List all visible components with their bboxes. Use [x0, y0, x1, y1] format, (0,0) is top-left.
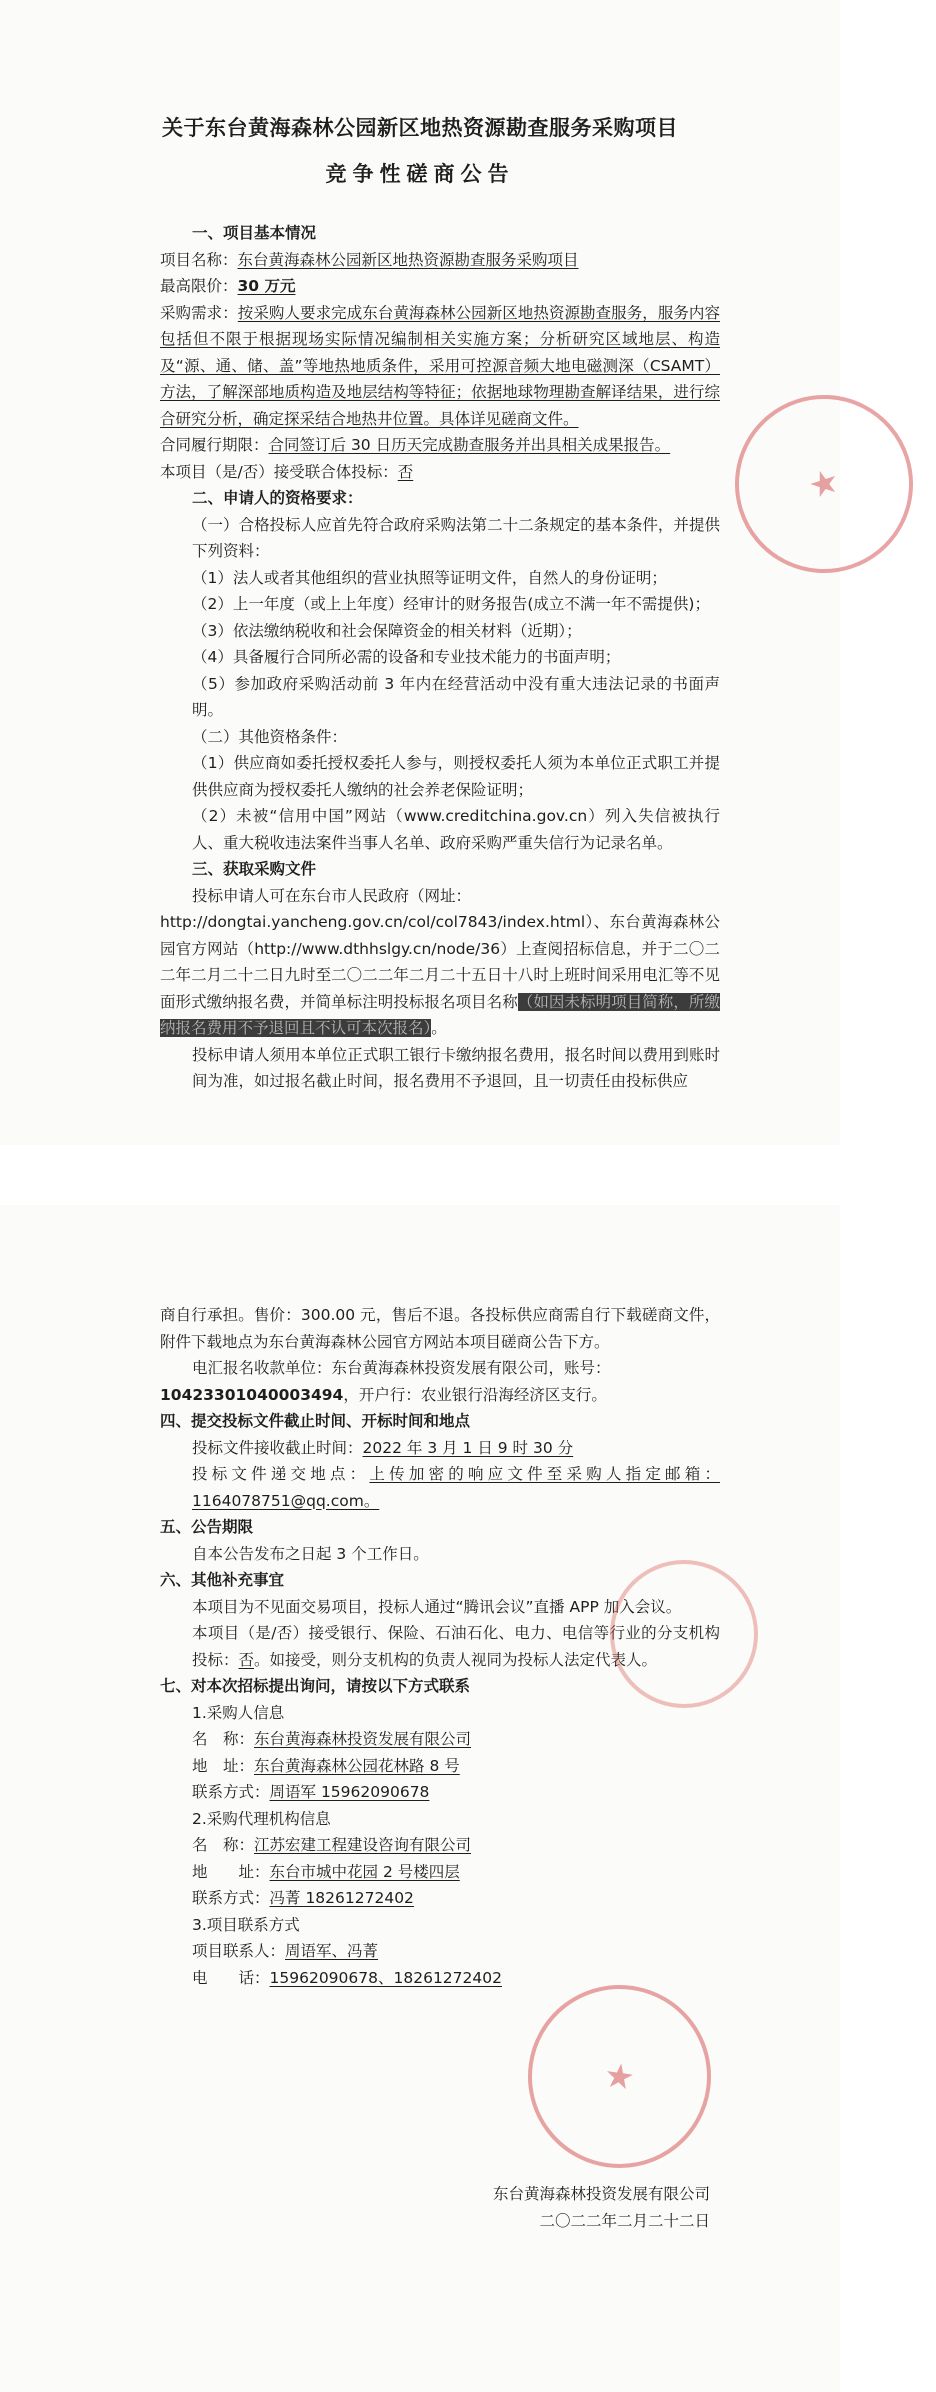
agent-contact-label: 联系方式：	[192, 1889, 270, 1907]
section-3-heading: 三、获取采购文件	[192, 860, 317, 878]
deadline-line	[160, 1435, 720, 1462]
buyer-contact: 周语军 15962090678	[269, 1783, 430, 1801]
obtain-docs-p3: 投标申请人须用本单位正式职工银行卡缴纳报名费用，报名时间以费用到账时间为准，如过报名截止时间，报名费用不予退回，且一切责任由投标供应	[192, 1045, 720, 1090]
consortium-line	[160, 459, 720, 486]
submission-place-value: 上传加密的响应文件至采购人指定邮箱：1164078751@qq.com。	[192, 1465, 720, 1510]
obtain-docs-p1: 投标申请人可在东台市人民政府（网址：	[192, 886, 472, 905]
qualification-sub2: （二）其他资格条件：	[192, 727, 348, 746]
qualification-item-5: （5）参加政府采购活动前 3 年内在经营活动中没有重大违法记录的书面声明。	[192, 674, 720, 719]
deadline-value: 2022 年 3 月 1 日 9 时 30 分	[362, 1438, 574, 1457]
consortium-value: 否	[397, 462, 414, 481]
document-page-2	[0, 1205, 840, 2392]
section-5-heading: 五、公告期限	[160, 1518, 254, 1536]
bank-name: ，开户行：农业银行沿海经济区支行。	[343, 1385, 607, 1404]
obtain-docs-p2-end: 。	[431, 1019, 447, 1037]
agent-name: 江苏宏建工程建设咨询有限公司	[254, 1836, 472, 1854]
branch-bid-text: 本项目（是/否）接受银行、保险、石油石化、电力、电信等行业的分支机构投标：	[192, 1624, 720, 1669]
period-line	[160, 432, 720, 459]
buyer-heading: 1.采购人信息	[192, 1703, 285, 1722]
project-name-value: 东台黄海森林公园新区地热资源勘查服务采购项目	[237, 250, 579, 269]
signature-date: 二〇二二年二月二十二日	[539, 2211, 710, 2230]
other-condition-1: （1）供应商如委托授权委托人参与，则授权委托人须为本单位正式职工并提供供应商为授权委托人缴纳的社会养老保险证明；	[192, 754, 720, 799]
qualification-item-1: （1）法人或者其他组织的营业执照等证明文件，自然人的身份证明；	[192, 568, 667, 587]
project-person: 周语军、冯菁	[285, 1942, 379, 1960]
obtain-docs-p2	[160, 909, 720, 1042]
account-line	[160, 1355, 720, 1382]
project-phone-label: 电 话：	[192, 1968, 270, 1987]
submission-place-line	[160, 1461, 720, 1514]
qualification-item-4: （4）具备履行合同所必需的设备和专业技术能力的书面声明；	[192, 648, 621, 666]
section-1-heading: 一、项目基本情况	[192, 224, 317, 242]
obtain-docs-p3-cont: 商自行承担。售价：300.00 元，售后不退。各投标供应商需自行下载磋商文件，附件下载地点为东台黄海森林公园官方网站本项目磋商公告下方。	[160, 1306, 720, 1351]
project-person-line	[160, 1938, 720, 1965]
buyer-name: 东台黄海森林投资发展有限公司	[254, 1730, 472, 1748]
company-seal-stamp	[712, 372, 936, 596]
section-2-heading: 二、申请人的资格要求：	[192, 489, 363, 507]
section-4-heading: 四、提交投标文件截止时间、开标时间和地点	[160, 1412, 471, 1430]
branch-bid-tail: 。如接受，则分支机构的负责人视同为投标人法定代表人。	[254, 1650, 658, 1669]
qualification-sub1: （一）合格投标人应首先符合政府采购法第二十二条规定的基本条件，并提供下列资料：	[192, 515, 720, 560]
agent-contact-line	[160, 1885, 720, 1912]
max-price-label: 最高限价：	[160, 277, 238, 295]
document-subtitle: 竞争性磋商公告	[325, 162, 515, 186]
document-title: 关于东台黄海森林公园新区地热资源勘查服务采购项目	[162, 116, 678, 140]
max-price-value: 30 万元	[237, 277, 296, 295]
qualification-item-2: （2）上一年度（或上上年度）经审计的财务报告(成立不满一年不需提供)；	[192, 595, 710, 613]
account-number: 10423301040003494	[160, 1385, 344, 1404]
deadline-label: 投标文件接收截止时间：	[192, 1438, 363, 1457]
demand-text: 按采购人要求完成东台黄海森林公园新区地热资源勘查服务，服务内容包括但不限于根据现场实际情况编制相关实施方案；分析研究区域地层、构造及“源、通、储、盖”等地热地质条件，采用可控源音频大地电磁测深（CSAMT）方法，了解深部地质构造及地层结构等特征；依据地球物理勘查解译结果，进行综合研究分析，确定探采结合地热井位置。具体详见磋商文件。	[160, 303, 720, 428]
period-text: 合同签订后 30 日历天完成勘查服务并出具相关成果报告。	[268, 436, 671, 454]
other-condition-2: （2）未被“信用中国”网站（www.creditchina.gov.cn）列入失信被执行人、重大税收违法案件当事人名单、政府采购严重失信行为记录名单。	[192, 807, 720, 852]
signature-company: 东台黄海森林投资发展有限公司	[492, 2185, 710, 2203]
agent-heading: 2.采购代理机构信息	[192, 1809, 331, 1828]
buyer-address-line	[160, 1753, 720, 1780]
account-label: 电汇报名收款单位：东台黄海森林投资发展有限公司，账号：	[192, 1359, 611, 1377]
agent-address-label: 地 址：	[192, 1862, 270, 1881]
page-gap	[0, 1145, 840, 1205]
section-7-heading: 七、对本次招标提出询问，请按以下方式联系	[160, 1677, 471, 1695]
announcement-period: 自本公告发布之日起 3 个工作日。	[192, 1544, 429, 1563]
demand-paragraph	[160, 300, 720, 433]
period-label: 合同履行期限：	[160, 436, 269, 454]
agent-contact: 冯菁 18261272402	[269, 1889, 414, 1907]
consortium-label: 本项目（是/否）接受联合体投标：	[160, 462, 398, 481]
max-price-line	[160, 273, 720, 300]
buyer-address-label: 地 址：	[192, 1756, 255, 1775]
page-1-body	[160, 220, 720, 1095]
project-person-label: 项目联系人：	[192, 1942, 286, 1960]
agent-name-line	[160, 1832, 720, 1859]
document-page-1	[0, 0, 845, 1145]
qualification-item-3: （3）依法缴纳税收和社会保障资金的相关材料（近期）；	[192, 621, 582, 640]
highlighted-notice: （如因未标明项目简称，所缴纳报名费用不予退回且不认可本次报名）	[160, 992, 720, 1037]
branch-bid-value: 否	[238, 1650, 255, 1669]
remote-trading-note: 本项目为不见面交易项目，投标人通过“腾讯会议”直播 APP 加入会议。	[192, 1597, 682, 1616]
agent-address: 东台市城中花园 2 号楼四层	[269, 1862, 460, 1881]
buyer-contact-label: 联系方式：	[192, 1783, 270, 1801]
section-6-heading: 六、其他补充事宜	[160, 1571, 285, 1589]
account-number-line	[160, 1382, 720, 1409]
buyer-name-line	[160, 1726, 720, 1753]
project-name-line	[160, 247, 720, 274]
demand-label: 采购需求：	[160, 303, 238, 322]
buyer-name-label: 名 称：	[192, 1730, 255, 1748]
project-name-label: 项目名称：	[160, 250, 238, 269]
project-phone: 15962090678、18261272402	[269, 1968, 502, 1987]
project-contact-heading: 3.项目联系方式	[192, 1915, 300, 1934]
buyer-address: 东台黄海森林公园花林路 8 号	[254, 1756, 460, 1775]
agent-name-label: 名 称：	[192, 1836, 255, 1854]
seal-star-icon: ★	[601, 2054, 638, 2099]
submission-place-label: 投标文件递交地点：	[192, 1465, 370, 1483]
obtain-docs-p2-text: http://dongtai.yancheng.gov.cn/col/col7843/index.html）、东台黄海森林公园官方网站（http://www.dthhslgy.cn/node/36）上查阅招标信息，并于二〇二二年二月二十二日九时至二〇二二年二月二十五日十八时上班时间采用电汇等不见面形式缴纳报名费，并简单标注明投标报名项目名称	[160, 913, 720, 1011]
seal-star-icon: ★	[803, 460, 845, 508]
agent-address-line	[160, 1859, 720, 1886]
buyer-contact-line	[160, 1779, 720, 1806]
